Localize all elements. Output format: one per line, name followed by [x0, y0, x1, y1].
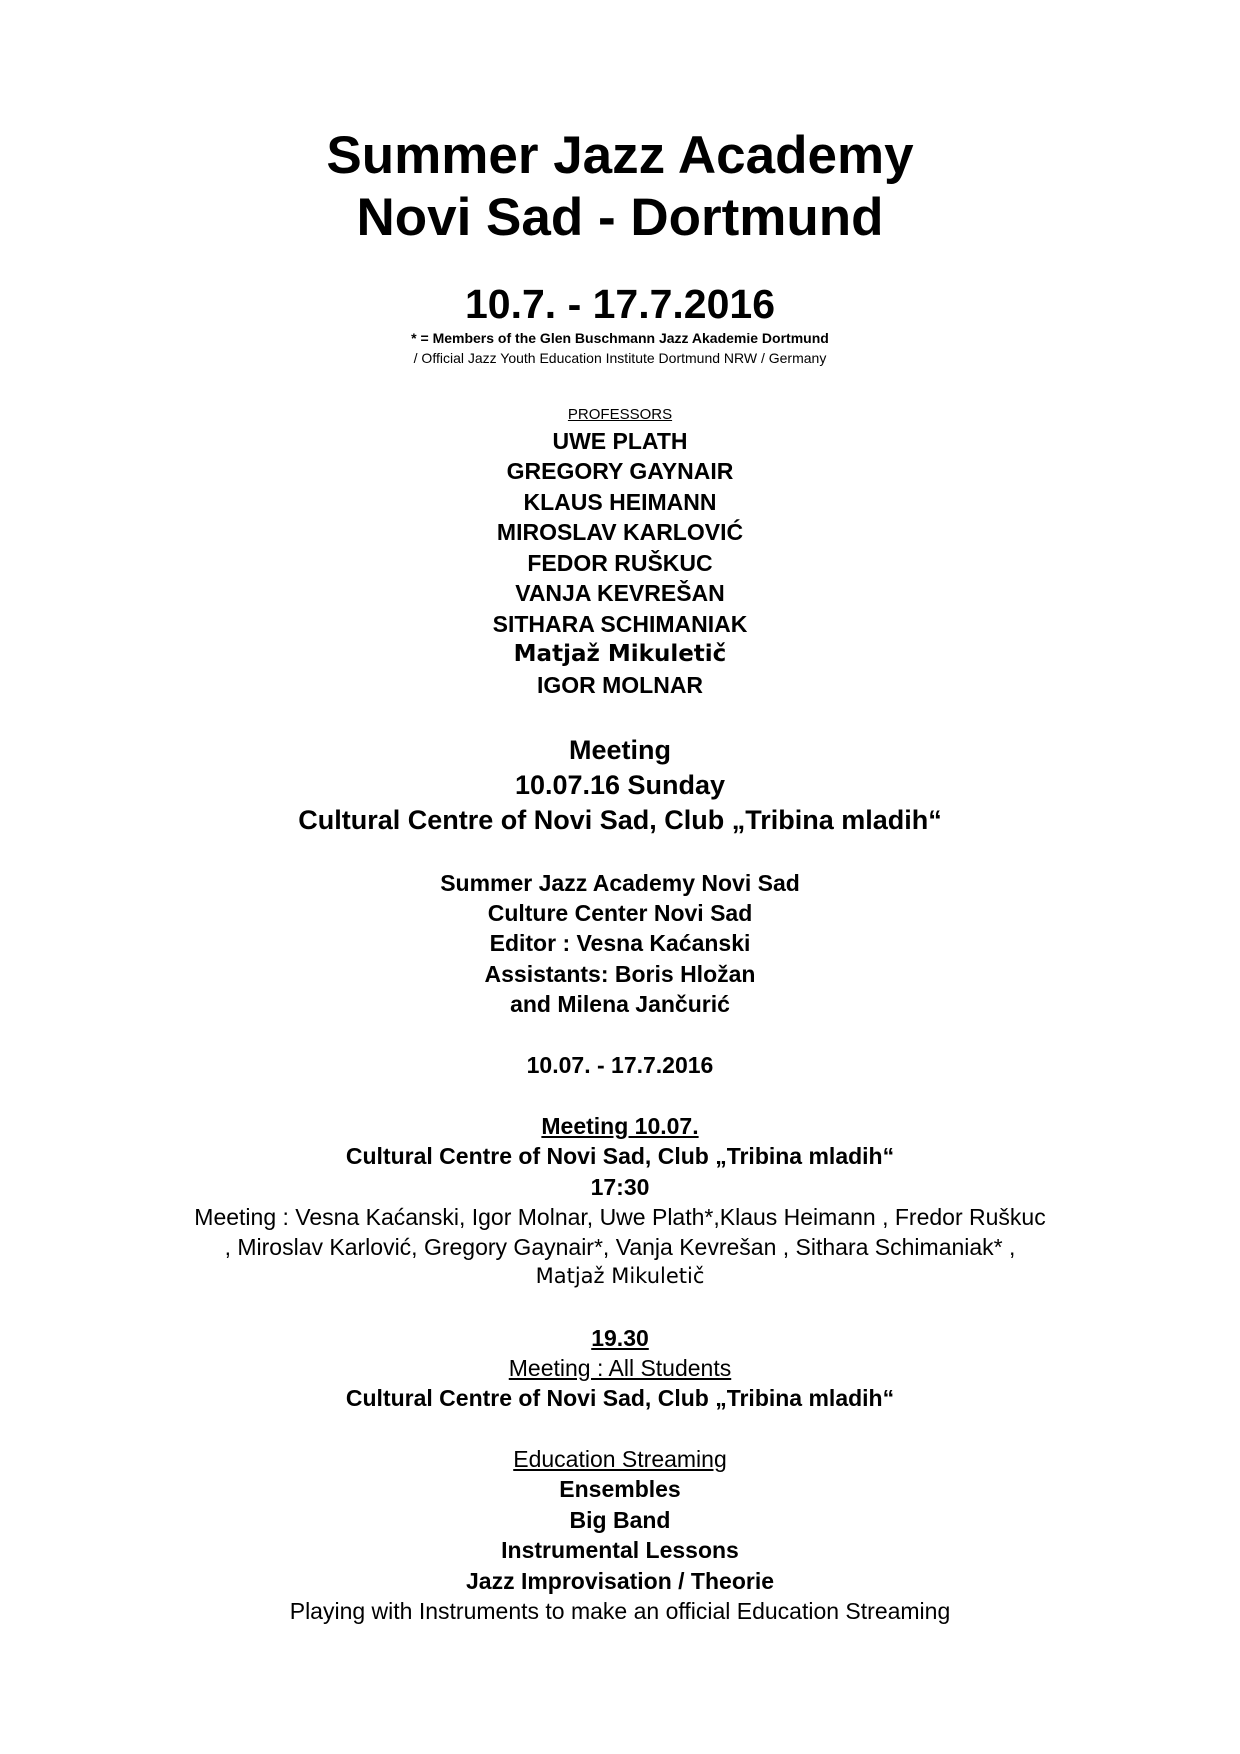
students-venue: Cultural Centre of Novi Sad, Club „Tribina mladih“ [345, 1385, 895, 1411]
attendees-line: Matjaž Mikuletič [535, 1264, 705, 1288]
professor-name: KLAUS HEIMANN [523, 489, 717, 515]
professor-name: SITHARA SCHIMANIAK [492, 611, 748, 637]
education-heading: Education Streaming [513, 1446, 727, 1472]
professor-name: UWE PLATH [552, 428, 688, 454]
schedule-meeting-venue: Cultural Centre of Novi Sad, Club „Tribina mladih“ [345, 1143, 895, 1169]
professor-name: Matjaž Mikuletič [513, 641, 727, 667]
organization-line: Summer Jazz Academy Novi Sad [440, 870, 800, 896]
attendees-line: , Miroslav Karlović, Gregory Gaynair*, Vanja Kevrešan , Sithara Schimaniak* , [224, 1234, 1016, 1260]
meeting-date: 10.07.16 Sunday [514, 770, 726, 800]
organization-line: Culture Center Novi Sad [487, 900, 753, 926]
organization-line: Assistants: Boris Hložan [484, 961, 756, 987]
education-item: Ensembles [559, 1476, 681, 1502]
students-time: 19.30 [591, 1325, 649, 1351]
institute-note: / Official Jazz Youth Education Institute Dortmund NRW / Germany [413, 350, 827, 366]
meeting-heading: Meeting [568, 735, 671, 765]
title-line-2: Novi Sad - Dortmund [356, 188, 884, 247]
organization-line: Editor : Vesna Kaćanski [489, 930, 751, 956]
education-footer: Playing with Instruments to make an official Education Streaming [289, 1598, 951, 1624]
schedule-meeting-time: 17:30 [590, 1174, 650, 1200]
professor-name: GREGORY GAYNAIR [506, 458, 734, 484]
organization-line: and Milena Jančurić [510, 991, 730, 1017]
professors-heading: PROFESSORS [567, 406, 673, 423]
organization-date-range: 10.07. - 17.7.2016 [526, 1052, 714, 1078]
professor-name: MIROSLAV KARLOVIĆ [496, 519, 744, 545]
professor-name: VANJA KEVREŠAN [515, 580, 725, 606]
education-item: Big Band [569, 1507, 671, 1533]
title-line-1: Summer Jazz Academy [326, 126, 914, 185]
students-heading: Meeting : All Students [508, 1355, 732, 1381]
members-note: * = Members of the Glen Buschmann Jazz Akademie Dortmund [411, 330, 829, 346]
professor-name: FEDOR RUŠKUC [527, 550, 713, 576]
meeting-venue: Cultural Centre of Novi Sad, Club „Tribina mladih“ [298, 805, 942, 835]
schedule-meeting-heading: Meeting 10.07. [541, 1113, 699, 1139]
professor-name: IGOR MOLNAR [536, 672, 704, 698]
attendees-line: Meeting : Vesna Kaćanski, Igor Molnar, Uwe Plath*,Klaus Heimann , Fredor Ruškuc [194, 1204, 1046, 1230]
education-item: Jazz Improvisation / Theorie [465, 1568, 775, 1594]
education-item: Instrumental Lessons [501, 1537, 739, 1563]
date-range-heading: 10.7. - 17.7.2016 [464, 281, 776, 327]
